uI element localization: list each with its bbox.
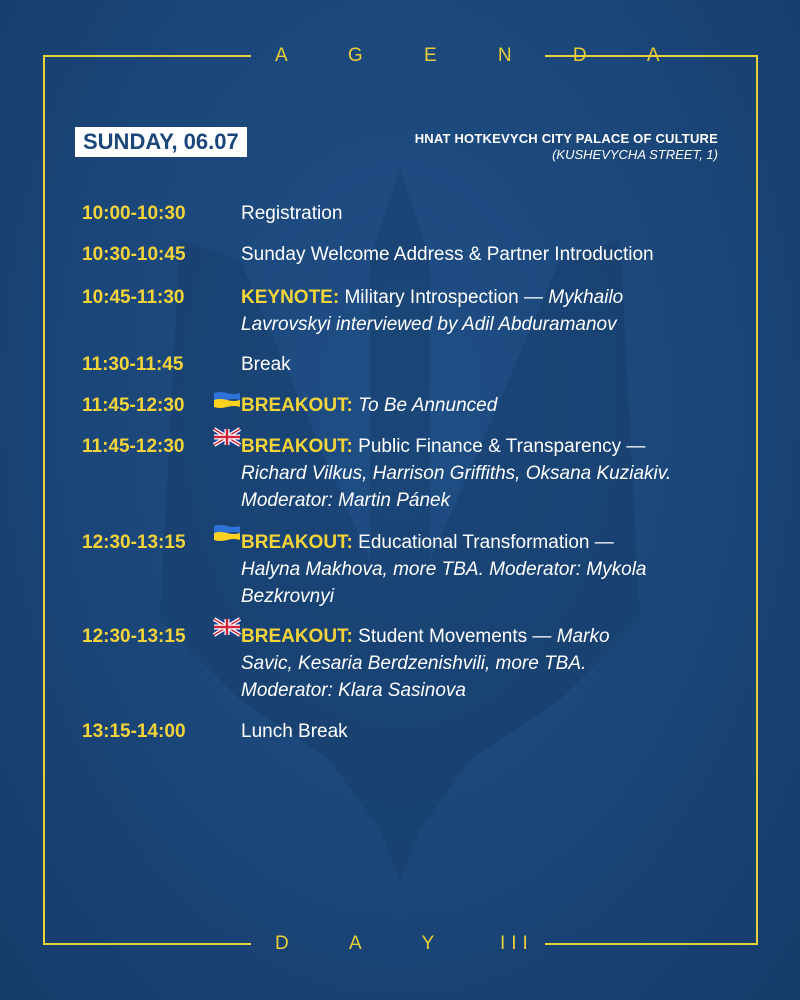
session-speakers: Marko Savic, Kesaria Berdzenishvili, more TBA. Moderator: Klara Sasinova	[241, 626, 610, 701]
session-description	[241, 392, 721, 419]
time-slot: 13:15-14:00	[82, 721, 186, 742]
session-title: Student Movements —	[352, 626, 557, 647]
frame-left	[43, 55, 45, 945]
session-title: Educational Transformation —	[352, 532, 614, 553]
session-speakers: Richard Vilkus, Harrison Griffiths, Oksana Kuziakiv. Moderator: Martin Pánek	[241, 463, 672, 511]
frame-top-left	[43, 55, 251, 57]
session-description	[241, 623, 661, 704]
session-title: Break	[241, 354, 291, 375]
ukraine-flag-icon	[213, 523, 241, 543]
session-title: Sunday Welcome Address & Partner Introduction	[241, 244, 654, 265]
time-slot: 10:45-11:30	[82, 287, 185, 308]
agenda-title: A G E N D A	[275, 45, 688, 66]
session-title: Military Introspection —	[339, 287, 549, 308]
session-type: BREAKOUT:	[241, 395, 353, 416]
uk-flag-icon	[213, 617, 241, 637]
session-speakers: Mykhailo Lavrovskyi interviewed by Adil Abduramanov	[241, 287, 624, 335]
session-type: BREAKOUT:	[241, 626, 353, 647]
venue-address: (KUSHEVYCHA STREET, 1)	[552, 147, 718, 162]
session-title: Public Finance & Transparency —	[352, 436, 646, 457]
frame-bottom-right	[545, 943, 758, 945]
venue-name: HNAT HOTKEVYCH CITY PALACE OF CULTURE	[414, 131, 718, 146]
session-description	[241, 529, 661, 610]
time-slot: 11:45-12:30	[82, 395, 185, 416]
frame-right	[756, 55, 758, 945]
session-title: Registration	[241, 203, 343, 224]
day-number: III	[500, 933, 534, 954]
session-speakers: Halyna Makhova, more TBA. Moderator: Mykola Bezkrovnyi	[241, 559, 647, 607]
time-slot: 11:30-11:45	[82, 354, 184, 375]
session-type: BREAKOUT:	[241, 436, 353, 457]
ukraine-flag-icon	[213, 390, 241, 410]
uk-flag-icon	[213, 427, 241, 447]
time-slot: 11:45-12:30	[82, 436, 185, 457]
session-title: Lunch Break	[241, 721, 348, 742]
session-type: KEYNOTE:	[241, 287, 340, 308]
time-slot: 10:30-10:45	[82, 244, 186, 265]
frame-bottom-left	[43, 943, 251, 945]
time-slot: 10:00-10:30	[82, 203, 186, 224]
date-badge: SUNDAY, 06.07	[75, 127, 247, 157]
day-label: D A Y	[275, 933, 463, 954]
time-slot: 12:30-13:15	[82, 626, 186, 647]
session-description	[241, 284, 681, 338]
session-type: BREAKOUT:	[241, 532, 353, 553]
venue-block	[415, 131, 718, 163]
session-speakers: To Be Annunced	[358, 395, 498, 416]
session-description	[241, 433, 691, 514]
time-slot: 12:30-13:15	[82, 532, 186, 553]
